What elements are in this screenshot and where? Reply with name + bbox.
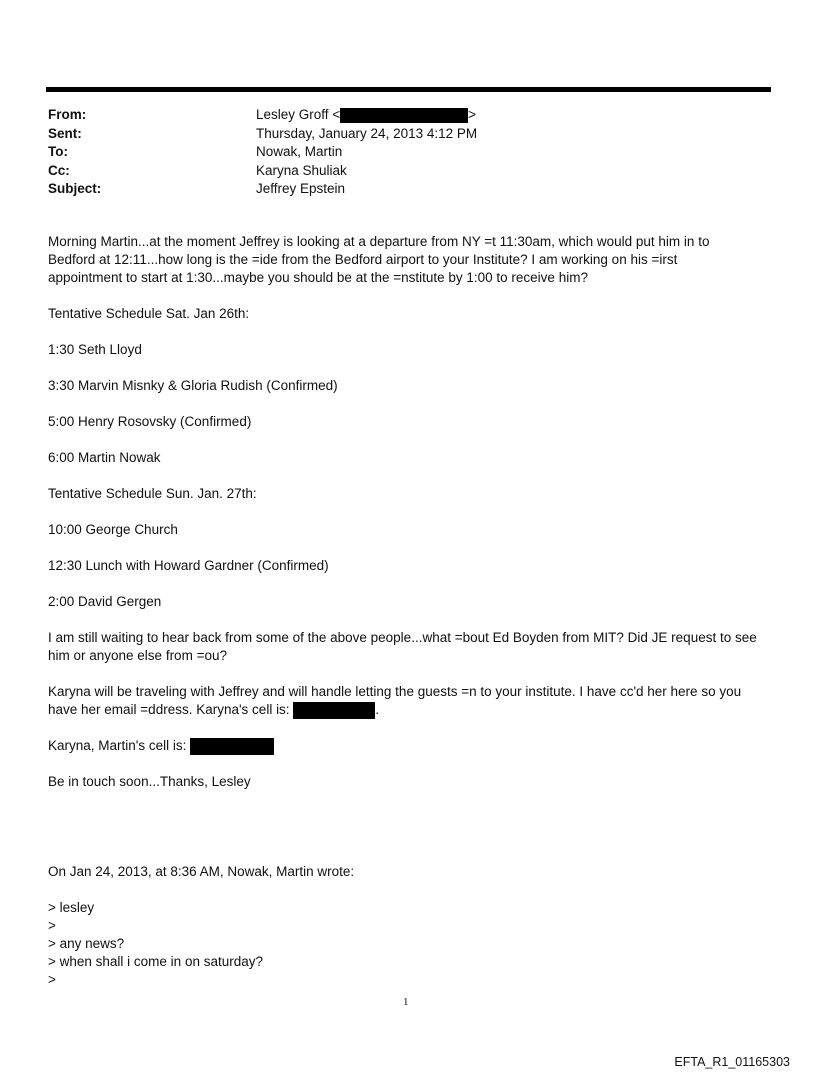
redacted-phone [190, 738, 274, 755]
karyna-line-2 [48, 701, 763, 719]
karyna-cell-text: have her email =ddress. Karyna's cell is: [48, 702, 294, 717]
intro-line-3: appointment to start at 1:30...maybe you should be at the =nstitute by 1:00 to receive him? [48, 270, 588, 285]
schedule-item: 12:30 Lunch with Howard Gardner (Confirmed) [48, 558, 329, 573]
document-id: EFTA_R1_01165303 [674, 1055, 790, 1069]
subject-label: Subject: [48, 181, 102, 196]
martin-cell-line [48, 737, 763, 755]
cc-value: Karyna Shuliak [256, 162, 347, 178]
sent-label: Sent: [48, 125, 82, 141]
header-rule [46, 87, 771, 92]
martin-cell-text: Karyna, Martin's cell is: [48, 738, 191, 753]
intro-line-1: Morning Martin...at the moment Jeffrey is looking at a departure from NY =t 11:30am, which would put him in to [48, 234, 710, 249]
from-close: > [468, 107, 477, 122]
waiting-line-2: him or anyone else from =ou? [48, 648, 227, 663]
sun-schedule-heading: Tentative Schedule Sun. Jan. 27th: [48, 486, 257, 501]
quoted-line: > [48, 918, 56, 933]
redacted-phone [293, 702, 375, 719]
sent-value: Thursday, January 24, 2013 4:12 PM [256, 125, 478, 141]
quote-intro: On Jan 24, 2013, at 8:36 AM, Nowak, Martin wrote: [48, 864, 355, 879]
quoted-line: > any news? [48, 936, 125, 951]
redacted-email [340, 108, 468, 123]
schedule-item: 1:30 Seth Lloyd [48, 342, 142, 357]
intro-line-2: Bedford at 12:11...how long is the =ide from the Bedford airport to your Institute? I am working on his =irst [48, 252, 678, 267]
cc-label: Cc: [48, 162, 70, 178]
page-number: 1 [403, 996, 409, 1008]
quoted-line: > when shall i come in on saturday? [48, 954, 263, 969]
quoted-line: > lesley [48, 900, 95, 915]
schedule-item: 2:00 David Gergen [48, 594, 162, 609]
karyna-line-1: Karyna will be traveling with Jeffrey and will handle letting the guests =n to your institute. I have cc'd her here so you [48, 684, 742, 699]
from-label: From: [48, 107, 87, 122]
waiting-line-1: I am still waiting to hear back from some of the above people...what =bout Ed Boyden from MIT? Did JE request to see [48, 630, 757, 645]
closing-line: Be in touch soon...Thanks, Lesley [48, 774, 251, 789]
schedule-item: 10:00 George Church [48, 522, 178, 537]
to-label: To: [48, 144, 68, 159]
karyna-cell-end: . [375, 702, 380, 717]
quoted-line: > [48, 972, 56, 987]
subject-value: Jeffrey Epstein [256, 181, 346, 196]
sat-schedule-heading: Tentative Schedule Sat. Jan 26th: [48, 306, 250, 321]
schedule-item: 3:30 Marvin Misnky & Gloria Rudish (Confirmed) [48, 378, 338, 393]
to-value: Nowak, Martin [256, 144, 343, 159]
from-value [256, 106, 476, 124]
schedule-item: 6:00 Martin Nowak [48, 450, 161, 465]
from-name: Lesley Groff < [256, 107, 341, 122]
schedule-item: 5:00 Henry Rosovsky (Confirmed) [48, 414, 252, 429]
